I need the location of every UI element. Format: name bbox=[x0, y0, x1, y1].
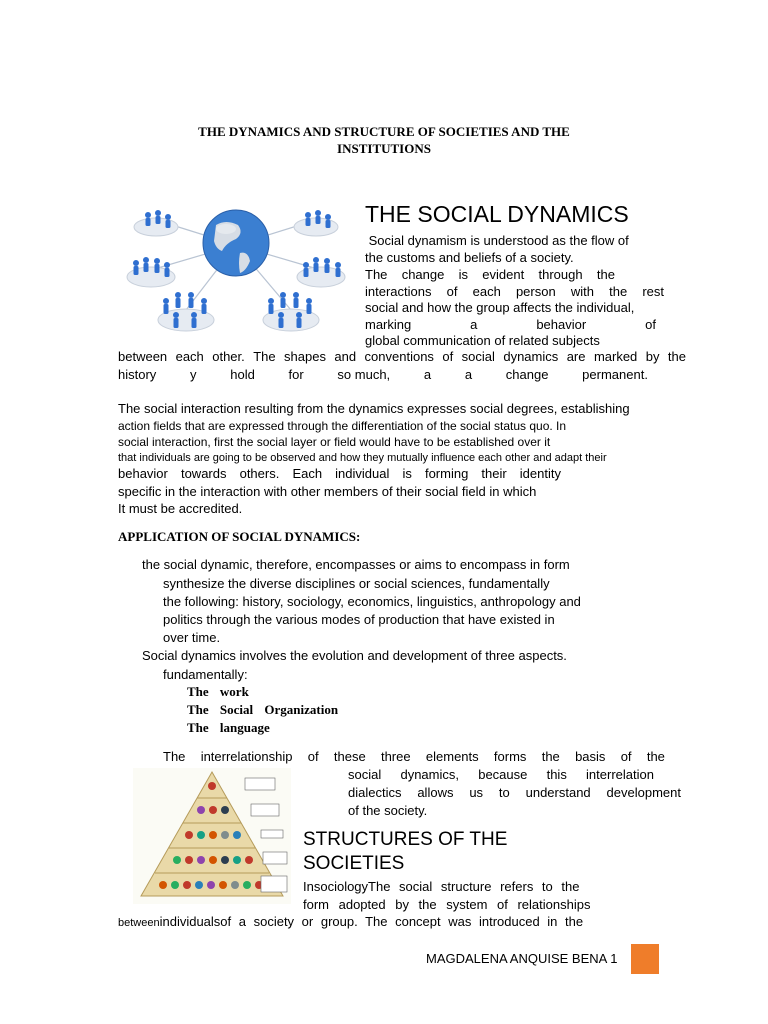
body-line: It must be accredited. bbox=[118, 501, 243, 516]
list-item: Social dynamics involves the evolution and development of three aspects. bbox=[142, 648, 567, 663]
body-line: the customs and beliefs of a society. bbox=[365, 250, 574, 265]
body-line: over time. bbox=[163, 630, 221, 645]
body-line: The interrelationship of these three elements forms the basis of the bbox=[163, 749, 665, 764]
body-line: Social dynamism is understood as the flow of bbox=[365, 233, 629, 248]
aspect-social-organization: The Social Organization bbox=[187, 702, 339, 717]
justified-line: The change is evident through the bbox=[365, 267, 615, 282]
section-heading-social-dynamics: THE SOCIAL DYNAMICS bbox=[365, 201, 629, 227]
body-line: dialectics allows us to understand development bbox=[348, 785, 681, 800]
body-line: specific in the interaction with other members of their social field in which bbox=[118, 484, 537, 499]
aspect-language: The language bbox=[187, 720, 270, 735]
section-heading-structures: STRUCTURES OF THE SOCIETIES bbox=[303, 829, 508, 874]
body-line: between each other. The shapes and conventions of social dynamics are marked by the bbox=[118, 349, 686, 364]
body-line: marking a behavior of bbox=[365, 317, 656, 332]
page-number-accent-box bbox=[631, 944, 659, 974]
body-line: history y hold for so much, a a change permanent. bbox=[118, 367, 648, 382]
footer-author: MAGDALENA ANQUISE BENA 1 bbox=[426, 951, 618, 966]
body-line: politics through the various modes of production that have existed in bbox=[163, 612, 555, 627]
body-line bbox=[365, 267, 615, 283]
body-line: global communication of related subjects bbox=[365, 333, 600, 348]
body-line: the following: history, sociology, economics, linguistics, anthropology and bbox=[163, 594, 581, 609]
body-line: of the society. bbox=[348, 803, 428, 818]
body-line: behavior towards others. Each individual is forming their identity bbox=[118, 466, 561, 481]
body-line: social interaction, first the social layer or field would have to be established over it bbox=[118, 435, 551, 449]
body-line: social dynamics, because this interrelation bbox=[348, 767, 654, 782]
aspect-work: The work bbox=[187, 684, 249, 699]
body-line: fundamentally: bbox=[163, 667, 248, 682]
body-line: InsociologyThe social structure refers to the bbox=[303, 879, 580, 894]
body-line: betweenindividualsof a society or group. The concept was introduced in the bbox=[118, 914, 584, 929]
section-heading-application: APPLICATION OF SOCIAL DYNAMICS: bbox=[118, 529, 361, 544]
body-line: form adopted by the system of relationships bbox=[303, 897, 591, 912]
social-pyramid-image bbox=[133, 768, 291, 904]
body-line: interactions of each person with the rest bbox=[365, 284, 664, 299]
social-network-globe-image bbox=[116, 195, 356, 345]
body-line: social and how the group affects the individual, bbox=[365, 300, 635, 315]
document-title: THE DYNAMICS AND STRUCTURE OF SOCIETIES AND THE INSTITUTIONS bbox=[198, 124, 570, 156]
body-line: synthesize the diverse disciplines or social sciences, fundamentally bbox=[163, 576, 550, 591]
body-line: that individuals are going to be observed and how they mutually influence each other and adapt their bbox=[118, 452, 607, 464]
list-item: the social dynamic, therefore, encompasses or aims to encompass in form bbox=[142, 557, 570, 572]
body-line: action fields that are expressed through the differentiation of the social status quo. In bbox=[118, 419, 567, 433]
body-line: The social interaction resulting from the dynamics expresses social degrees, establishing bbox=[118, 401, 630, 416]
